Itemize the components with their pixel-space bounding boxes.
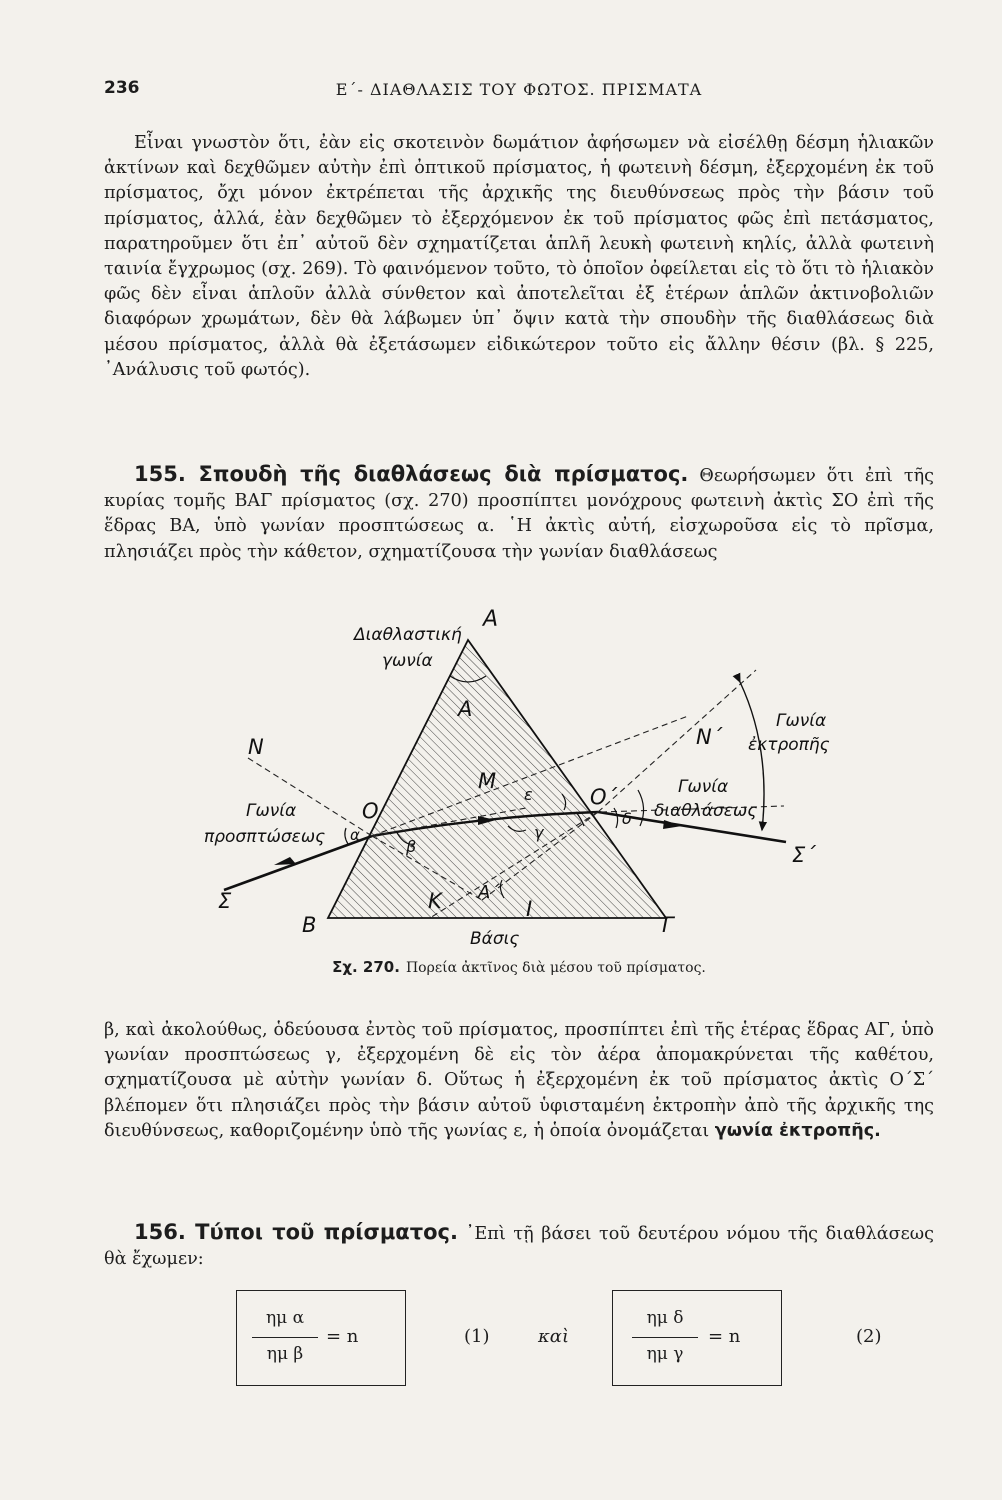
page-number: 236 bbox=[104, 78, 140, 98]
label-refraction-2: διαθλάσεως bbox=[654, 801, 758, 821]
label-incidence-2: προσπτώσεως bbox=[204, 827, 326, 847]
formula-1-rhs: = n bbox=[326, 1326, 359, 1347]
formula-2-number: (2) bbox=[856, 1326, 882, 1347]
page-header bbox=[104, 78, 934, 108]
label-deviation-1: Γωνία bbox=[776, 711, 827, 731]
label-normal-n: Ν bbox=[248, 735, 264, 759]
section-156-text: ᾿Επὶ τῇ βάσει τοῦ δευτέρου νόμου τῆς διαθλάσεως θὰ ἔχωμεν: bbox=[104, 1224, 934, 1270]
incident-ray-arrow bbox=[274, 857, 296, 865]
formula-1-numerator: ημ α bbox=[265, 1308, 305, 1328]
label-incidence-1: Γωνία bbox=[246, 801, 297, 821]
figure-caption bbox=[104, 958, 934, 976]
label-vertex-g: Γ bbox=[662, 913, 674, 937]
label-normal-n2: Ν΄ bbox=[696, 725, 723, 749]
intro-paragraph: Εἶναι γνωστὸν ὅτι, ἐὰν εἰς σκοτεινὸν δωμάτιον ἀφήσωμεν νὰ εἰσέλθῃ δέσμη ἡλιακῶν ἀκτίνων καὶ δεχθῶμεν αὐτὴν ἐπὶ ὀπτικοῦ πρίσματος, ἡ φωτεινὴ δέσμη, ἐξερχομένη ἐκ τοῦ πρίσματος, ὄχι μόνον ἐκτρέπεται τῆς ἀρχικῆς της διευθύνσεως πρὸς τὴν βάσιν τοῦ πρίσματος, ἀλλά, ἐὰν δεχθῶμεν τὸ ἐξερχόμενον ἐκ τοῦ πρίσματος φῶς ἐπὶ πετάσματος, παρατηροῦμεν ὅτι ἐπ᾽ αὐτοῦ δὲν σχηματίζεται ἁπλῆ λευκὴ φωτεινὴ κηλίς, ἀλλὰ φωτεινὴ ταινία ἔγχρωμος (σχ. 269). Τὸ φαινόμενον τοῦτο, τὸ ὁποῖον ὀφείλεται εἰς τὸ ὅτι τὸ ἡλιακὸν φῶς δὲν εἶναι ἁπλοῦν ἀλλὰ σύνθετον καὶ ἀποτελεῖται ἐξ ἑτέρων ἁπλῶν ἀκτινοβολιῶν διαφόρων χρωμάτων, δὲν θὰ λάβωμεν ὑπ᾽ ὄψιν κατὰ τὴν σπουδὴν τῆς διαθλάσεως διὰ μέσου πρίσματος, ἀλλὰ θὰ ἐξετάσωμεν εἰδικώτερον τοῦτο εἰς ἄλλην θέσιν (βλ. § 225, ᾿Ανάλυσις τοῦ φωτός). bbox=[104, 133, 934, 380]
prism-svg bbox=[196, 598, 830, 949]
formula-2-fraction-line bbox=[632, 1337, 698, 1338]
label-sigma2: Σ΄ bbox=[792, 843, 816, 867]
label-deviation-2: ἐκτροπῆς bbox=[748, 735, 830, 755]
label-base: Βάσις bbox=[470, 929, 520, 949]
label-beta: β bbox=[406, 837, 417, 856]
formula-2-rhs: = n bbox=[708, 1326, 741, 1347]
label-epsilon: ε bbox=[524, 785, 533, 804]
label-point-o2: Ο΄ bbox=[590, 785, 618, 809]
formula-1-denominator: ημ β bbox=[266, 1344, 304, 1364]
label-refraction-1: Γωνία bbox=[678, 777, 729, 797]
label-point-o: Ο bbox=[362, 799, 379, 823]
label-delta: δ bbox=[622, 809, 632, 828]
refraction-arc bbox=[638, 790, 644, 826]
section-155-heading: 155. Σπουδὴ τῆς διαθλάσεως διὰ πρίσματος. bbox=[134, 462, 689, 486]
formula-1-box bbox=[236, 1290, 406, 1386]
running-title: Ε΄- ΔΙΑΘΛΑΣΙΣ ΤΟΥ ΦΩΤΟΣ. ΠΡΙΣΜΑΤΑ bbox=[335, 80, 703, 99]
deviation-angle-term: γωνία ἐκτροπῆς. bbox=[714, 1120, 881, 1141]
formula-2-denominator: ημ γ bbox=[646, 1344, 684, 1364]
figure-prism-diagram bbox=[196, 598, 830, 949]
after-figure-text: β, καὶ ἀκολούθως, ὁδεύουσα ἐντὸς τοῦ πρίσματος, προσπίπτει ἐπὶ τῆς ἑτέρας ἕδρας ΑΓ, ὑπὸ γωνίαν προσπτώσεως γ, ἐξερχομένη δὲ εἰς τὸν ἀέρα ἀπομακρύνεται τῆς καθέτου, σχηματίζουσα μὲ αὐτὴν γωνίαν δ. Οὕτως ἡ ἐξερχομένη ἐκ τοῦ πρίσματος ἀκτὶς Ο΄Σ΄ βλέπομεν ὅτι πλησιάζει πρὸς τὴν βάσιν αὐτοῦ ὑφισταμένη ἐκτροπὴν ἀπὸ τῆς ἀρχικῆς της διευθύνσεως, καθοριζομένην ὑπὸ τῆς γωνίας ε, ἡ ὁποία ὀνομάζεται bbox=[104, 1020, 934, 1141]
label-angle-a: Α bbox=[458, 697, 473, 721]
formula-1-number: (1) bbox=[464, 1326, 490, 1347]
section-155 bbox=[104, 462, 934, 565]
section-155-text: Θεωρήσωμεν ὅτι ἐπὶ τῆς κυρίας τομῆς ΒΑΓ πρίσματος (σχ. 270) προσπίπτει μονόχρους φωτεινὴ ἀκτὶς ΣΟ ἐπὶ τῆς ἕδρας ΒΑ, ὑπὸ γωνίαν προσπτώσεως α. ῾Η ἀκτὶς αὐτή, εἰσχωροῦσα εἰς τὸ πρῖσμα, πλησιάζει πρὸς τὴν κάθετον, σχηματίζουσα τὴν γωνίαν διαθλάσεως bbox=[104, 466, 935, 562]
label-alpha: α bbox=[350, 826, 360, 844]
label-point-i: Ι bbox=[526, 897, 533, 921]
after-figure-paragraph bbox=[104, 1018, 934, 1144]
section-156 bbox=[104, 1220, 934, 1272]
formula-2-box bbox=[612, 1290, 782, 1386]
label-angle-a2: Α΄ bbox=[478, 882, 500, 903]
formula-1-fraction-line bbox=[252, 1337, 318, 1338]
section-156-heading: 156. Τύποι τοῦ πρίσματος. bbox=[134, 1220, 458, 1244]
formula-conjunction: καὶ bbox=[538, 1326, 570, 1347]
formula-2-numerator: ημ δ bbox=[646, 1308, 684, 1328]
label-refracting-angle-1: Διαθλαστική bbox=[354, 625, 462, 645]
label-vertex-a: Α bbox=[483, 607, 499, 632]
caption-text: Πορεία ἀκτῖνος διὰ μέσου τοῦ πρίσματος. bbox=[405, 960, 706, 976]
label-point-k: Κ bbox=[428, 889, 442, 913]
label-sigma: Σ bbox=[218, 889, 232, 913]
caption-number: Σχ. 270. bbox=[332, 958, 400, 976]
prism-triangle bbox=[328, 640, 666, 918]
label-vertex-b: Β bbox=[302, 913, 317, 937]
label-refracting-angle-2: γωνία bbox=[382, 651, 433, 671]
label-gamma: γ bbox=[534, 823, 544, 842]
label-point-m: Μ bbox=[478, 769, 497, 793]
